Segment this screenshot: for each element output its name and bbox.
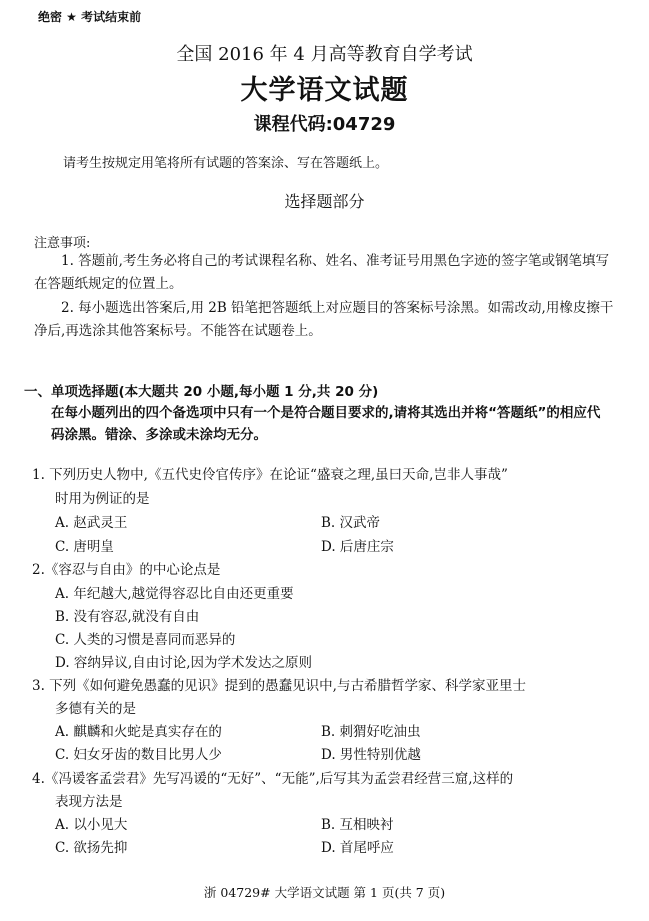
page-footer: 浙 04729# 大学语文试题 第 1 页(共 7 页) — [203, 885, 446, 900]
question-3-option-a: A. 麒麟和火蛇是真实存在的 — [55, 724, 222, 740]
question-4-option-b: B. 互相映衬 — [321, 817, 394, 833]
question-2-option-c: C. 人类的习惯是喜同而恶异的 — [55, 632, 236, 648]
question-1-option-c: C. 唐明皇 — [55, 539, 114, 555]
question-4-option-a: A. 以小见大 — [55, 817, 128, 833]
question-1-stem-cont: 时用为例证的是 — [55, 491, 150, 507]
section-heading: 选择题部分 — [284, 192, 365, 211]
question-3-option-d: D. 男性特别优越 — [321, 747, 421, 763]
note-item-1: 1. 答题前,考生务必将自己的考试课程名称、姓名、准考证号用黑色字迹的签字笔或钢笔填写在答题纸规定的位置上。 — [34, 253, 609, 292]
question-3-option-b: B. 刺猬好吃油虫 — [321, 724, 421, 740]
question-1-option-a: A. 赵武灵王 — [55, 515, 128, 531]
question-3-stem-cont: 多德有关的是 — [55, 701, 136, 717]
exam-line: 全国 2016 年 4 月高等教育自学考试 — [176, 44, 473, 65]
question-2-option-b: B. 没有容忍,就没有自由 — [55, 609, 200, 625]
question-1-option-d: D. 后唐庄宗 — [321, 539, 394, 555]
question-4-stem: 4.《冯谖客孟尝君》先写冯谖的“无好”、“无能”,后写其为孟尝君经营三窟,这样的 — [32, 771, 514, 787]
question-2-stem: 2.《容忍与自由》的中心论点是 — [32, 562, 221, 578]
question-3-option-c: C. 妇女牙齿的数目比男人少 — [55, 747, 222, 763]
notes-title: 注意事项: — [34, 236, 91, 251]
question-2-option-a: A. 年纪越大,越觉得容忍比自由还更重要 — [55, 586, 294, 602]
note-item-2: 2. 每小题选出答案后,用 2B 铅笔把答题纸上对应题目的答案标号涂黑。如需改动,用橡皮擦干净后,再选涂其他答案标号。不能答在试题卷上。 — [34, 300, 614, 339]
question-1-stem: 1. 下列历史人物中,《五代史伶官传序》在论证“盛衰之理,虽曰天命,岂非人事哉” — [32, 467, 508, 483]
answer-instruction: 请考生按规定用笔将所有试题的答案涂、写在答题纸上。 — [63, 156, 389, 171]
secret-label: 绝密 ★ 考试结束前 — [38, 10, 142, 24]
question-4-stem-cont: 表现方法是 — [55, 794, 123, 810]
question-1-option-b: B. 汉武帝 — [321, 515, 381, 531]
question-4-option-d: D. 首尾呼应 — [321, 840, 394, 856]
question-3-stem: 3. 下列《如何避免愚蠢的见识》提到的愚蠢见识中,与古希腊哲学家、科学家亚里士 — [32, 678, 526, 694]
part-heading: 一、单项选择题(本大题共 20 小题,每小题 1 分,共 20 分) — [24, 384, 379, 400]
question-4-option-c: C. 欲扬先抑 — [55, 840, 128, 856]
course-code: 课程代码:04729 — [253, 114, 396, 135]
subject-title: 大学语文试题 — [240, 75, 409, 106]
question-2-option-d: D. 容纳异议,自由讨论,因为学术发达之原则 — [55, 655, 313, 671]
part-instruction: 在每小题列出的四个备选项中只有一个是符合题目要求的,请将其选出并将“答题纸”的相应代码涂黑。错涂、多涂或未涂均无分。 — [51, 405, 601, 443]
